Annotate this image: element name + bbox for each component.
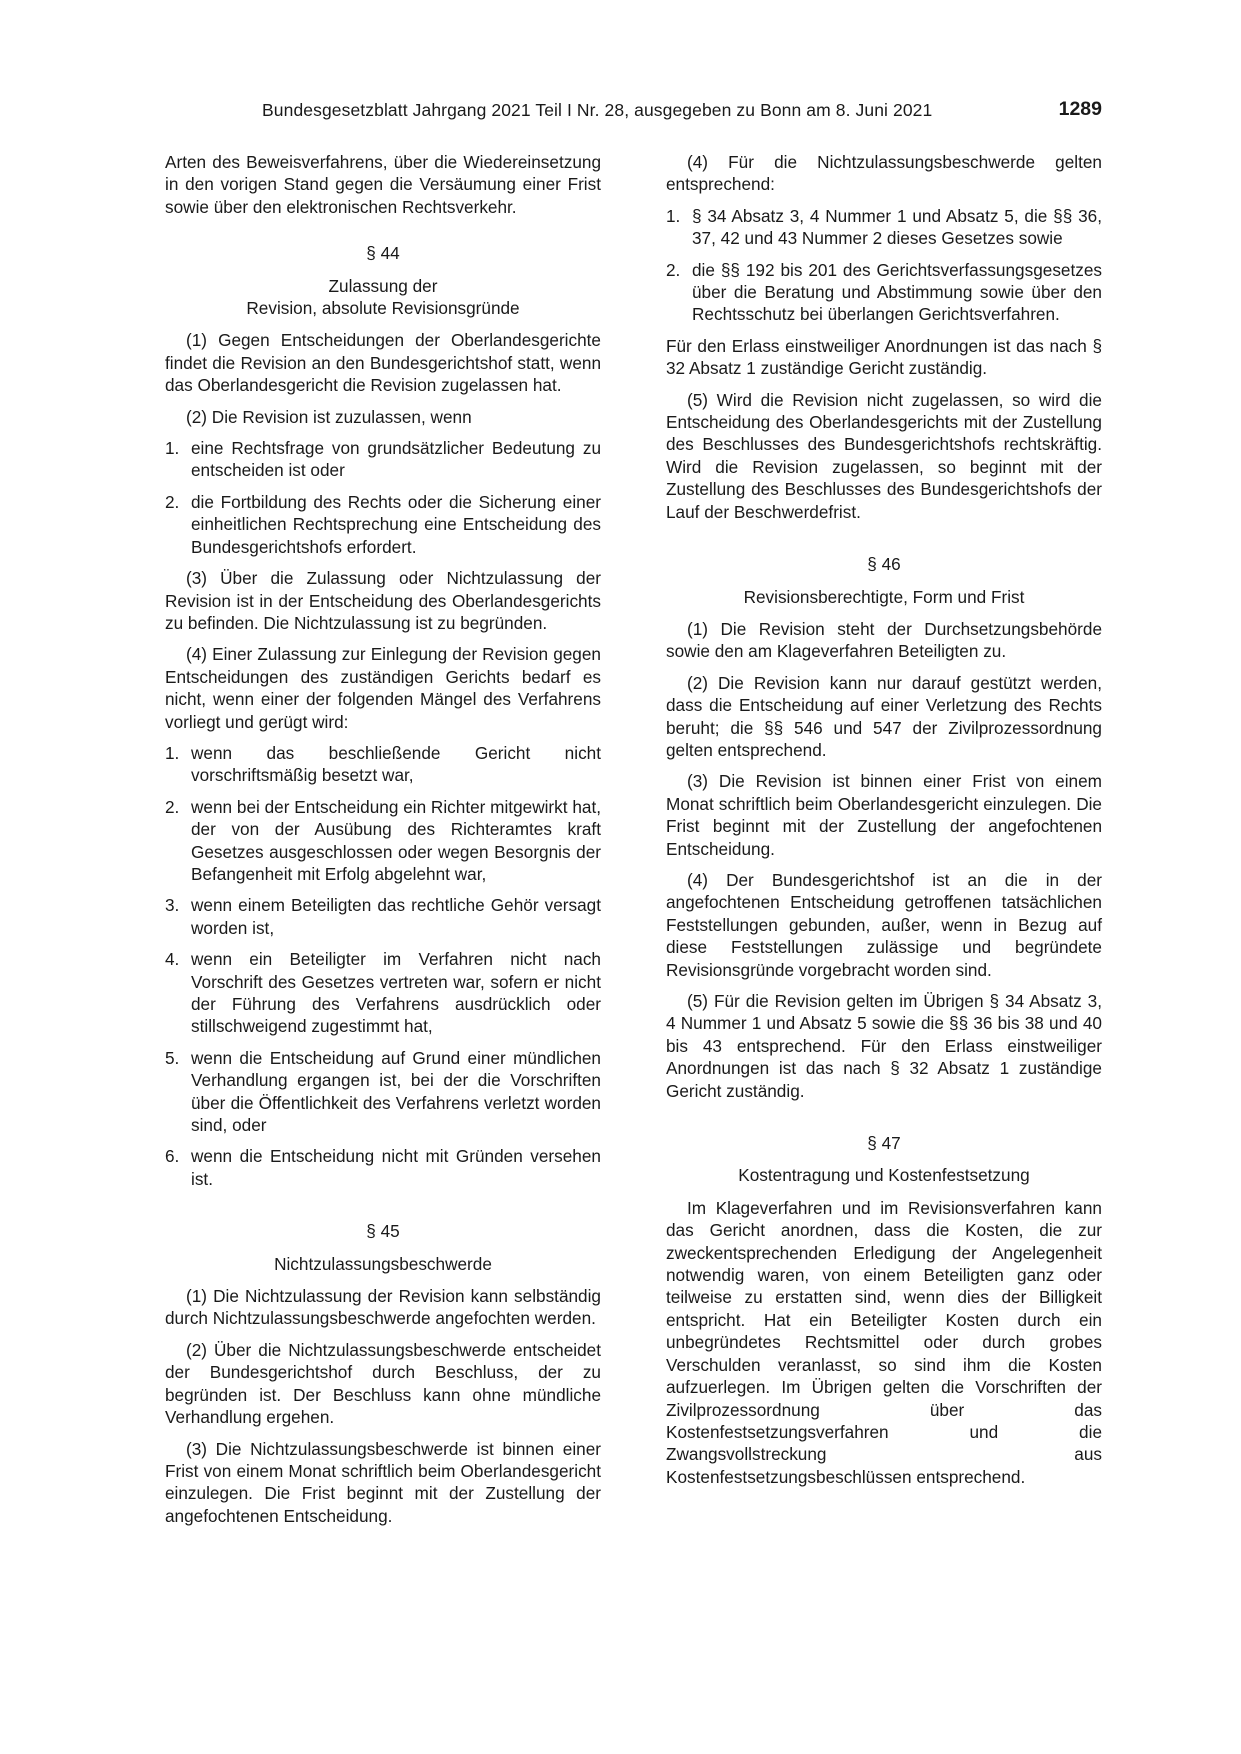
- list-item-text: wenn die Entscheidung auf Grund einer mündlichen Verhandlung ergangen ist, bei der die Vorschriften über die Öffentlichkeit des Verfahrens verletzt worden sind, oder: [191, 1047, 601, 1136]
- s46-paragraph-5: (5) Für die Revision gelten im Übrigen § 34 Absatz 3, 4 Nummer 1 und Absatz 5 sowie die §§ 36 bis 38 und 40 bis 43 entsprechend. Für den Erlass einstweiliger Anordnungen ist das nach § 32 Absatz 1 zuständige Gericht zuständig.: [666, 991, 1102, 1101]
- list-item: [165, 1145, 601, 1190]
- list-item-number: 3.: [165, 895, 180, 916]
- list-item-text: wenn die Entscheidung nicht mit Gründen versehen ist.: [191, 1146, 601, 1189]
- list-item-text: wenn bei der Entscheidung ein Richter mitgewirkt hat, der von der Ausübung des Richteramtes kraft Gesetzes ausgeschlossen oder wegen Besorgnis der Befangenheit mit Erfolg abgelehnt war,: [191, 796, 601, 884]
- list-item-number: 6.: [165, 1146, 180, 1167]
- left-column: [165, 151, 601, 1536]
- section-45-heading: § 45: [366, 1221, 400, 1242]
- list-item-number: 1.: [666, 205, 681, 226]
- s47-paragraph-1: Im Klageverfahren und im Revisionsverfahren kann das Gericht anordnen, dass die Kosten, die zur zweckentsprechenden Erledigung der Angelegenheit notwendig waren, von einem Beteiligten ganz oder teilweise zu erstatten sind, wenn dies der Billigkeit entspricht. Hat ein Beteiligter Kosten durch ein unbegründetes Rechtsmittel oder durch grobes Verschulden veranlasst, so sind ihm die Kosten aufzuerlegen. Im Übrigen gelten die Vorschriften der Zivilprozessordnung über das Kostenfestsetzungsverfahren und die Zwangsvollstreckung aus Kostenfestsetzungsbeschlüssen entsprechend.: [666, 1197, 1102, 1487]
- section-47-heading: § 47: [867, 1133, 901, 1154]
- list-item-number: 1.: [165, 742, 180, 763]
- s46-paragraph-4: (4) Der Bundesgerichtshof ist an die in der angefochtenen Entscheidung getroffenen tatsächlichen Feststellungen gebunden, außer, wenn in Bezug auf diese Feststellungen zulässige und begründete Revisionsgründe vorgebracht worden sind.: [666, 869, 1102, 980]
- list-item: [165, 894, 601, 939]
- list-item-number: 5.: [165, 1047, 180, 1068]
- s44-paragraph-2: (2) Die Revision ist zuzulassen, wenn: [186, 406, 472, 427]
- list-item-number: 2.: [165, 491, 180, 512]
- s44-paragraph-3: (3) Über die Zulassung oder Nichtzulassung der Revision ist in der Entscheidung des Oberlandesgerichts zu befinden. Die Nichtzulassung ist zu begründen.: [165, 568, 601, 633]
- s44-paragraph-4: (4) Einer Zulassung zur Einlegung der Revision gegen Entscheidungen des zuständigen Gerichts bedarf es nicht, wenn einer der folgenden Mängel des Verfahrens vorliegt und gerügt wird:: [165, 644, 601, 732]
- s45-paragraph-4-tail: Für den Erlass einstweiliger Anordnungen ist das nach § 32 Absatz 1 zuständige Gericht zuständig.: [666, 335, 1102, 379]
- list-item: [165, 437, 601, 482]
- right-column: [666, 151, 1102, 1497]
- list-item: [165, 491, 601, 558]
- intro-paragraph: Arten des Beweisverfahrens, über die Wiedereinsetzung in den vorigen Stand gegen die Versäumung einer Frist sowie über den elektronischen Rechtsverkehr.: [165, 152, 601, 217]
- list-item: [165, 948, 601, 1038]
- s44-paragraph-1: (1) Gegen Entscheidungen der Oberlandesgerichte findet die Revision an den Bundesgerichtshof statt, wenn das Oberlandesgericht die Revision zugelassen hat.: [165, 330, 601, 396]
- s46-paragraph-1: (1) Die Revision steht der Durchsetzungsbehörde sowie den am Klageverfahren Beteiligten zu.: [666, 618, 1102, 662]
- list-item: [165, 742, 601, 787]
- s46-paragraph-3: (3) Die Revision ist binnen einer Frist von einem Monat schriftlich beim Oberlandesgericht einzulegen. Die Frist beginnt mit der Zustellung der angefochtenen Entscheidung.: [666, 771, 1102, 859]
- list-item-text: wenn ein Beteiligter im Verfahren nicht nach Vorschrift des Gesetzes vertreten war, sofern er nicht der Führung des Verfahrens ausdrücklich oder stillschweigend zugestimmt hat,: [191, 949, 601, 1037]
- list-item: [666, 259, 1102, 326]
- section-44-title-line2: Revision, absolute Revisionsgründe: [246, 298, 520, 319]
- list-item-number: 4.: [165, 949, 180, 970]
- section-45-title: Nichtzulassungsbeschwerde: [274, 1253, 492, 1274]
- list-item-number: 2.: [666, 259, 681, 280]
- list-item-number: 1.: [165, 438, 180, 459]
- list-item: [165, 1047, 601, 1137]
- list-item-text: § 34 Absatz 3, 4 Nummer 1 und Absatz 5, die §§ 36, 37, 42 und 43 Nummer 2 dieses Gesetzes sowie: [692, 205, 1102, 249]
- section-44-title: [165, 275, 601, 320]
- s45-paragraph-5: (5) Wird die Revision nicht zugelassen, so wird die Entscheidung des Oberlandesgerichts mit der Zustellung des Beschlusses des Bundesgerichtshofs rechtskräftig. Wird die Revision zugelassen, so beginnt mit der Zustellung des Beschlusses des Bundesgerichtshofs der Lauf der Beschwerdefrist.: [666, 389, 1102, 522]
- header-text: Bundesgesetzblatt Jahrgang 2021 Teil I Nr. 28, ausgegeben zu Bonn am 8. Juni 2021: [262, 100, 933, 120]
- list-item-text: eine Rechtsfrage von grundsätzlicher Bedeutung zu entscheiden ist oder: [191, 438, 601, 481]
- s46-paragraph-2: (2) Die Revision kann nur darauf gestützt werden, dass die Entscheidung auf einer Verletzung des Rechts beruht; die §§ 546 und 547 der Zivilprozessordnung gelten entsprechend.: [666, 672, 1102, 760]
- section-44-title-line1: Zulassung der: [328, 275, 438, 296]
- s45-paragraph-1: (1) Die Nichtzulassung der Revision kann selbständig durch Nichtzulassungsbeschwerde angefochten werden.: [165, 1286, 601, 1329]
- list-item-text: wenn einem Beteiligten das rechtliche Gehör versagt worden ist,: [191, 895, 601, 938]
- list-item-text: wenn das beschließende Gericht nicht vorschriftsmäßig besetzt war,: [191, 742, 601, 786]
- section-47-title: Kostentragung und Kostenfestsetzung: [738, 1165, 1030, 1186]
- section-44-heading: § 44: [366, 243, 400, 264]
- s45-paragraph-4: (4) Für die Nichtzulassungsbeschwerde gelten entsprechend:: [666, 152, 1102, 195]
- s45-paragraph-3: (3) Die Nichtzulassungsbeschwerde ist binnen einer Frist von einem Monat schriftlich beim Oberlandesgericht einzulegen. Die Frist beginnt mit der Zustellung der angefochtenen Entscheidung.: [165, 1438, 601, 1526]
- list-item-text: die Fortbildung des Rechts oder die Sicherung einer einheitlichen Rechtsprechung eine Entscheidung des Bundesgerichtshofs erfordert.: [191, 491, 601, 557]
- list-item-number: 2.: [165, 796, 180, 817]
- section-46-title: Revisionsberechtigte, Form und Frist: [743, 586, 1025, 607]
- list-item: [666, 205, 1102, 250]
- list-item-text: die §§ 192 bis 201 des Gerichtsverfassungsgesetzes über die Beratung und Abstimmung sowie über den Rechtsschutz bei überlangen Gerichtsverfahren.: [692, 259, 1102, 325]
- s45-paragraph-2: (2) Über die Nichtzulassungsbeschwerde entscheidet der Bundesgerichtshof durch Beschluss, der zu begründen ist. Der Beschluss kann ohne mündliche Verhandlung ergehen.: [165, 1339, 601, 1428]
- list-item: [165, 796, 601, 886]
- page-header: [262, 100, 1102, 128]
- section-46-heading: § 46: [867, 554, 901, 575]
- page-number: 1289: [1058, 98, 1102, 120]
